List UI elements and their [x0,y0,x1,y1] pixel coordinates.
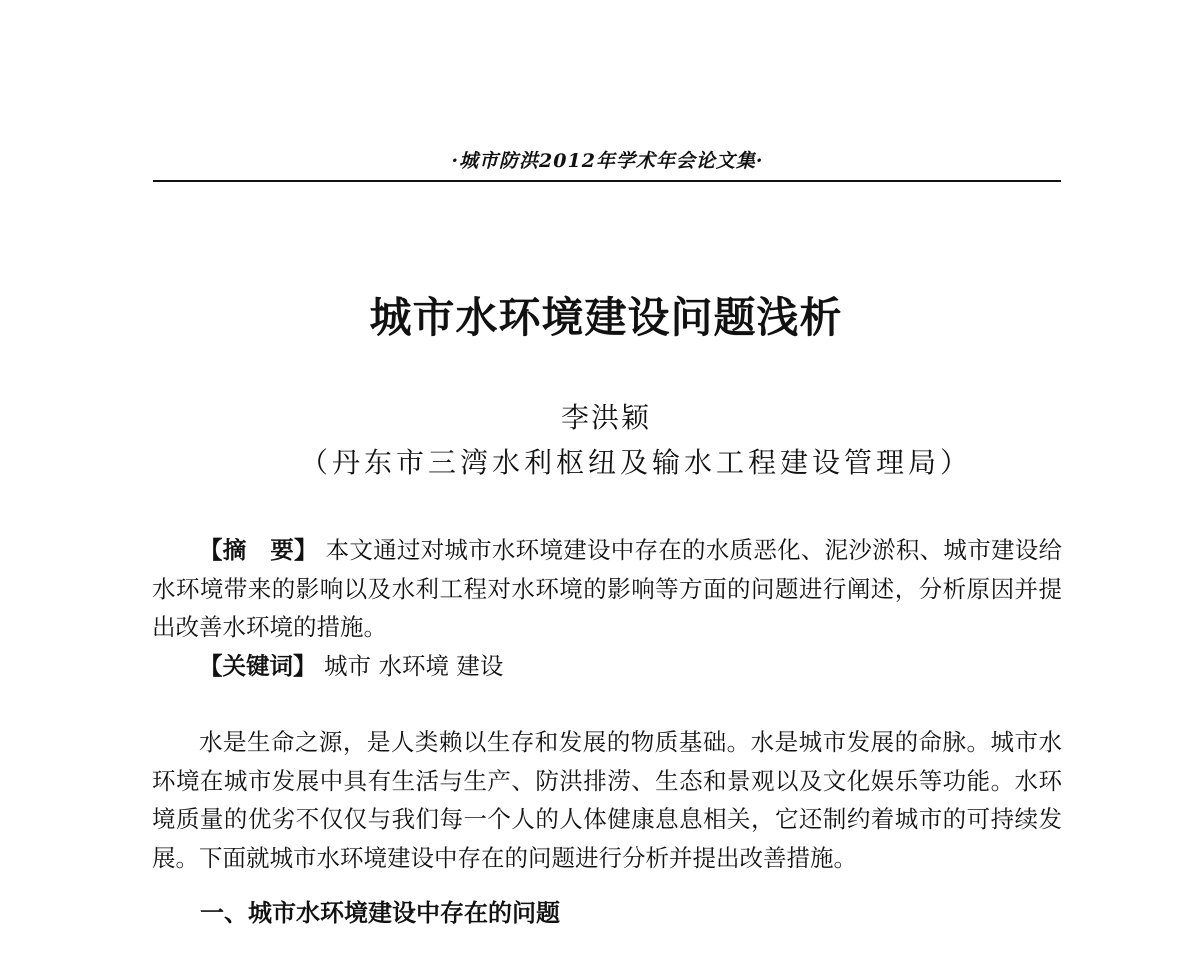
keywords-paragraph [152,647,1062,686]
intro-paragraph: 水是生命之源，是人类赖以生存和发展的物质基础。水是城市发展的命脉。城市水环境在城市发展中具有生活与生产、防洪排涝、生态和景观以及文化娱乐等功能。水环境质量的优劣不仅仅与我们每一个人的人体健康息息相关，它还制约着城市的可持续发展。下面就城市水环境建设中存在的问题进行分析并提出改善措施。 [152,728,1062,872]
author-affiliation: （丹东市三湾水利枢纽及输水工程建设管理局） [300,446,973,479]
abstract-text: 本文通过对城市水环境建设中存在的水质恶化、泥沙淤积、城市建设给水环境带来的影响以及水利工程对水环境的影响等方面的问题进行阐述，分析原因并提出改善水环境的措施。 [152,536,1062,641]
section-1-heading: 一、城市水环境建设中存在的问题 [200,898,560,927]
paper-title: 城市水环境建设问题浅析 [369,293,843,342]
header-rule [153,180,1061,182]
keywords-label: 【关键词】 [199,652,317,680]
keywords-text: 城市 水环境 建设 [323,652,504,680]
author-name: 李洪颖 [560,401,651,434]
abstract-label: 【摘 要】 [199,536,318,564]
running-header: ·城市防洪2012年学术年会论文集· [451,150,764,172]
abstract-paragraph [152,531,1062,647]
